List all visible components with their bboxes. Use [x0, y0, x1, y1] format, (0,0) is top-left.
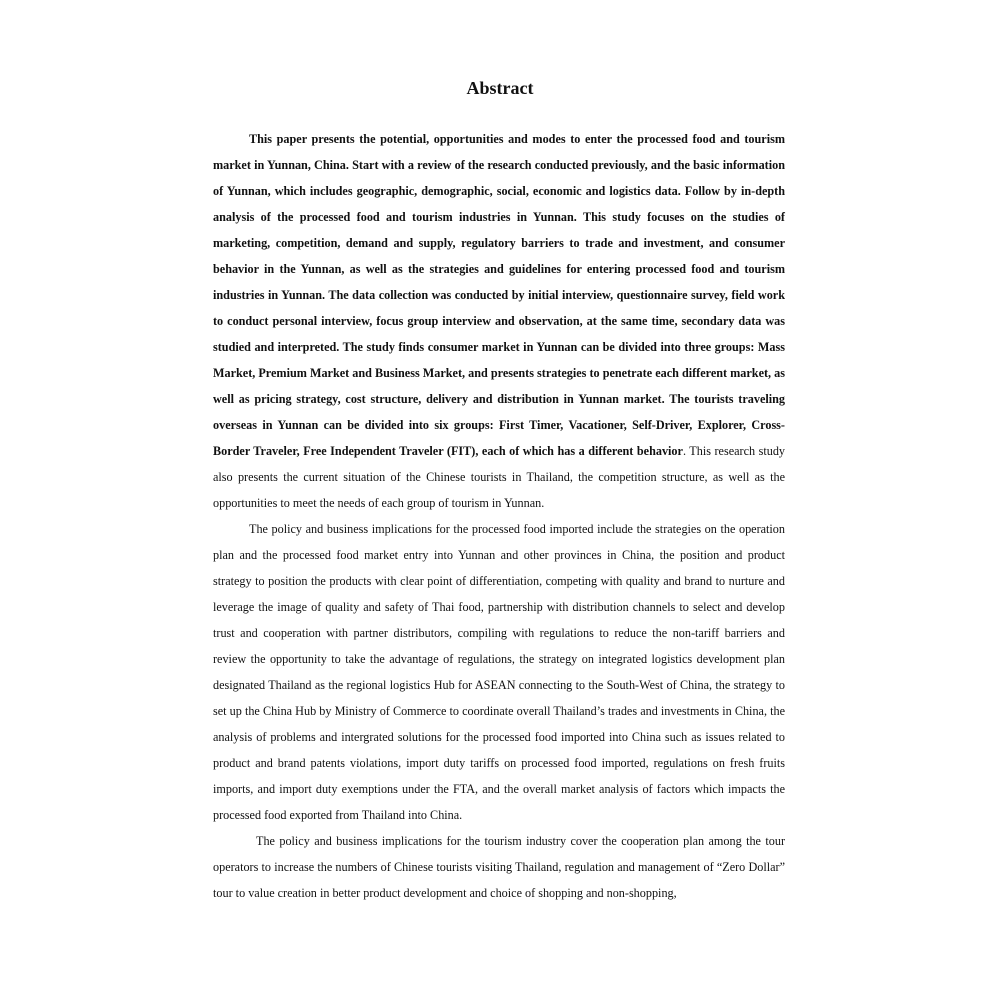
abstract-title: Abstract — [466, 78, 534, 98]
abstract-paragraph-1 — [213, 126, 785, 516]
abstract-body — [213, 126, 785, 906]
paragraph-1-bold-text: This paper presents the potential, opportunities and modes to enter the processed food and tourism market in Yunnan, China. Start with a review of the research conducted previously, and the basic information of Yunnan, which includes geographic, demographic, social, economic and logistics data. Follow by in-depth analysis of the processed food and tourism industries in Yunnan. This study focuses on the studies of marketing, competition, demand and supply, regulatory barriers to trade and investment, and consumer behavior in the Yunnan, as well as the strategies and guidelines for entering processed food and tourism industries in Yunnan. The data collection was conducted by initial interview, questionnaire survey, field work to conduct personal interview, focus group interview and observation, at the same time, secondary data was studied and interpreted. The study finds consumer market in Yunnan can be divided into three groups: Mass Market, Premium Market and Business Market, and presents strategies to penetrate each different market, as well as pricing strategy, cost structure, delivery and distribution in Yunnan market. The tourists traveling overseas in Yunnan can be divided into six groups: First Timer, Vacationer, Self-Driver, Explorer, Cross-Border Traveler, Free Independent Traveler (FIT), each of which has a different behavior — [213, 132, 785, 458]
paragraph-1-regular-text: . This research study also presents the current situation of the Chinese tourists in Thailand, the competition structure, as well as the opportunities to meet the needs of each group of tourism in Yunnan. — [213, 444, 786, 510]
abstract-paragraph-3: The policy and business implications for the tourism industry cover the cooperation plan among the tour operators to increase the numbers of Chinese tourists visiting Thailand, regulation and management of “Zero Dollar” tour to value creation in better product development and choice of shopping and non-shopping, — [213, 834, 785, 900]
abstract-paragraph-2: The policy and business implications for the processed food imported include the strategies on the operation plan and the processed food market entry into Yunnan and other provinces in China, the position and product strategy to position the products with clear point of differentiation, competing with quality and brand to nurture and leverage the image of quality and safety of Thai food, partnership with distribution channels to select and develop trust and cooperation with partner distributors, compiling with regulations to reduce the non-tariff barriers and review the opportunity to take the advantage of regulations, the strategy on integrated logistics development plan designated Thailand as the regional logistics Hub for ASEAN connecting to the South-West of China, the strategy to set up the China Hub by Ministry of Commerce to coordinate overall Thailand’s trades and investments in China, the analysis of problems and intergrated solutions for the processed food imported into China such as issues related to product and brand patents violations, import duty tariffs on processed food imported, regulations on fresh fruits imports, and import duty exemptions under the FTA, and the overall market analysis of factors which impacts the processed food exported from Thailand into China. — [213, 522, 785, 822]
